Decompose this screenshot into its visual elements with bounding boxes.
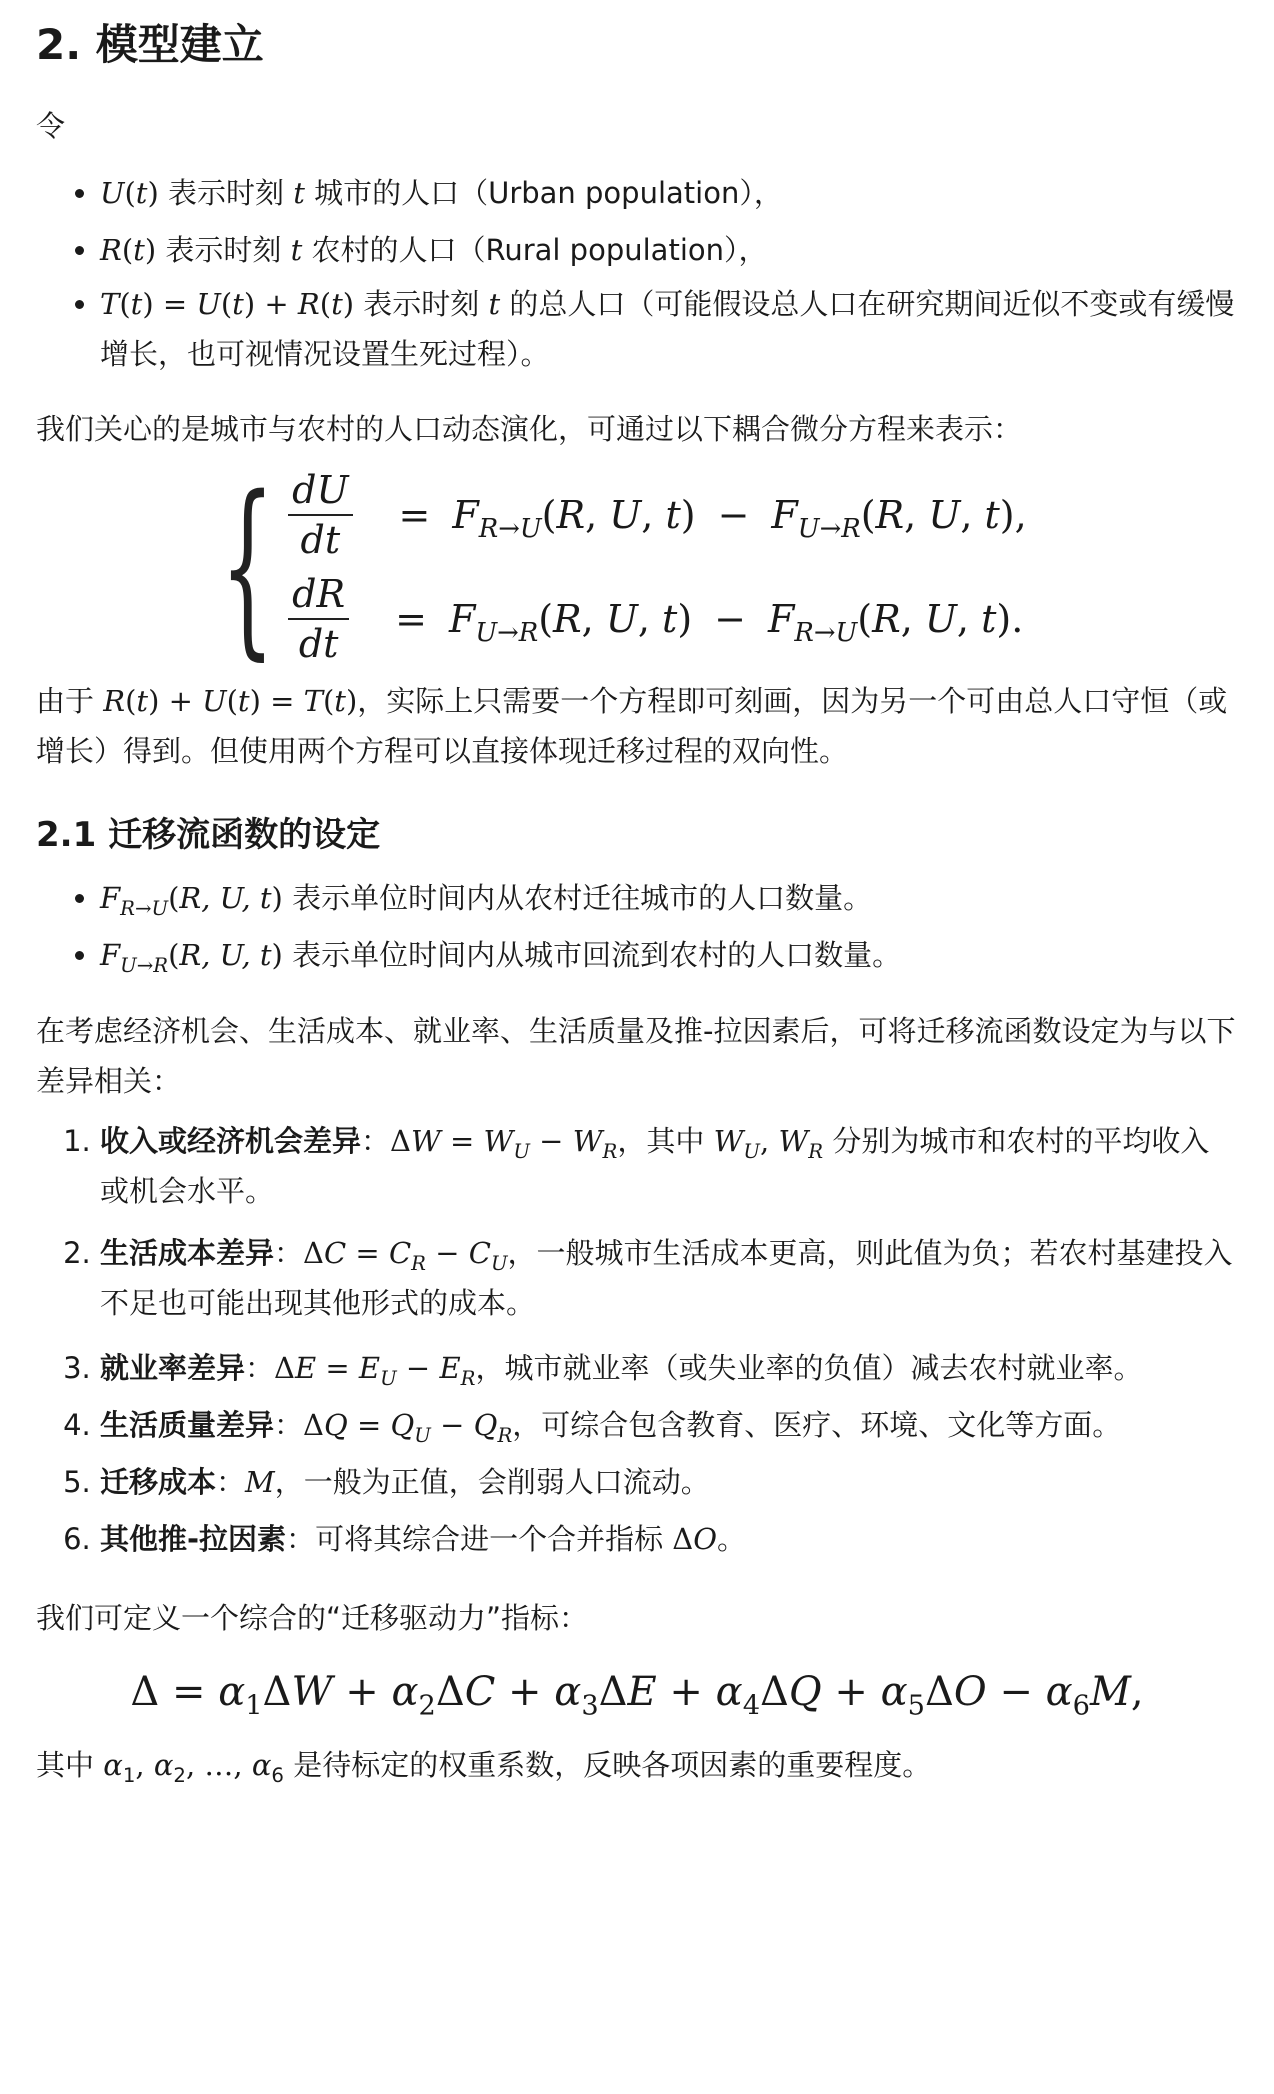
driving-force-equation: $\Delta = \alpha_1\Delta W + \alpha_2\Delta C + \alpha_3\Delta E + \alpha_4\Delta Q + \alpha_5\Delta O - \alpha_6M$, (130, 1669, 1144, 1722)
factors-paragraph: 在考虑经济机会、生活成本、就业率、生活质量及推-拉因素后，可将迁移流函数设定为与以下差异相关： (36, 1014, 1236, 1098)
definition-urban: • U(t) 表示时刻 t 城市的人口（Urban population）， (100, 165, 1238, 222)
factor-migration-cost: 5. 迁移成本：M，一般为正值，会削弱人口流动。 (100, 1454, 1238, 1511)
subsection-title: 2.1 迁移流函数的设定 (36, 815, 381, 855)
intro-text: 令 (36, 109, 66, 143)
factor-income: 1. 收入或经济机会差异：$\Delta W = W_U - W_R$，其中 $W_U$, $W_R$ 分别为城市和农村的平均收入或机会水平。 (100, 1116, 1238, 1216)
factor-quality: 4. 生活质量差异：$\Delta Q = Q_U - Q_R$，可综合包含教育、医疗、环境、文化等方面。 (100, 1397, 1238, 1454)
flow-list (36, 870, 1238, 984)
section-title: 2. 模型建立 (36, 20, 264, 69)
ode-system (36, 456, 1238, 677)
definition-list (36, 165, 1238, 379)
define-paragraph: 我们可定义一个综合的“迁移驱动力”指标： (36, 1601, 589, 1635)
weights-paragraph: 其中 $\alpha_1$, $\alpha_2$, …, $\alpha_6$ 是待标定的权重系数，反映各项因素的重要程度。 (36, 1748, 932, 1787)
definition-rural: • R(t) 表示时刻 t 农村的人口（Rural population）， (100, 222, 1238, 279)
factor-living-cost: 2. 生活成本差异：$\Delta C = C_R - C_U$，一般城市生活成本更高，则此值为负；若农村基建投入不足也可能出现其他形式的成本。 (100, 1228, 1238, 1328)
brace-symbol: { (220, 456, 275, 677)
concern-text: 我们关心的是城市与农村的人口动态演化，可通过以下耦合微分方程来表示： (36, 412, 1023, 446)
flow-rural-to-urban: • $F_{R\to U}(R$, U, t) 表示单位时间内从农村迁往城市的人口数量。 (100, 870, 1238, 927)
ode-row-1: $\frac{dU}{dt}$ = $F_{R\to U}(R$, U, t) − $F_{U\to R}(R$, U, t), (288, 468, 1027, 562)
flow-urban-to-rural: • $F_{U\to R}(R$, U, t) 表示单位时间内从城市回流到农村的人口数量。 (100, 927, 1238, 984)
factor-employment: 3. 就业率差异：$\Delta E = E_U - E_R$，城市就业率（或失业率的负值）减去农村就业率。 (100, 1340, 1238, 1397)
factor-list (36, 1116, 1238, 1568)
since-paragraph: 由于 R(t) + U(t) = T(t)，实际上只需要一个方程即可刻画，因为另一个可由总人口守恒（或增长）得到。但使用两个方程可以直接体现迁移过程的双向性。 (36, 684, 1228, 768)
definition-total: • T(t) = U(t) + R(t) 表示时刻 t 的总人口（可能假设总人口在研究期间近似不变或有缓慢增长，也可视情况设置生死过程）。 (100, 279, 1238, 379)
ode-row-2: $\frac{dR}{dt}$ = $F_{U\to R}(R$, U, t) − $F_{R\to U}(R$, U, t). (288, 572, 1027, 666)
factor-other: 6. 其他推-拉因素：可将其综合进一个合并指标 ΔO。 (100, 1511, 1238, 1568)
